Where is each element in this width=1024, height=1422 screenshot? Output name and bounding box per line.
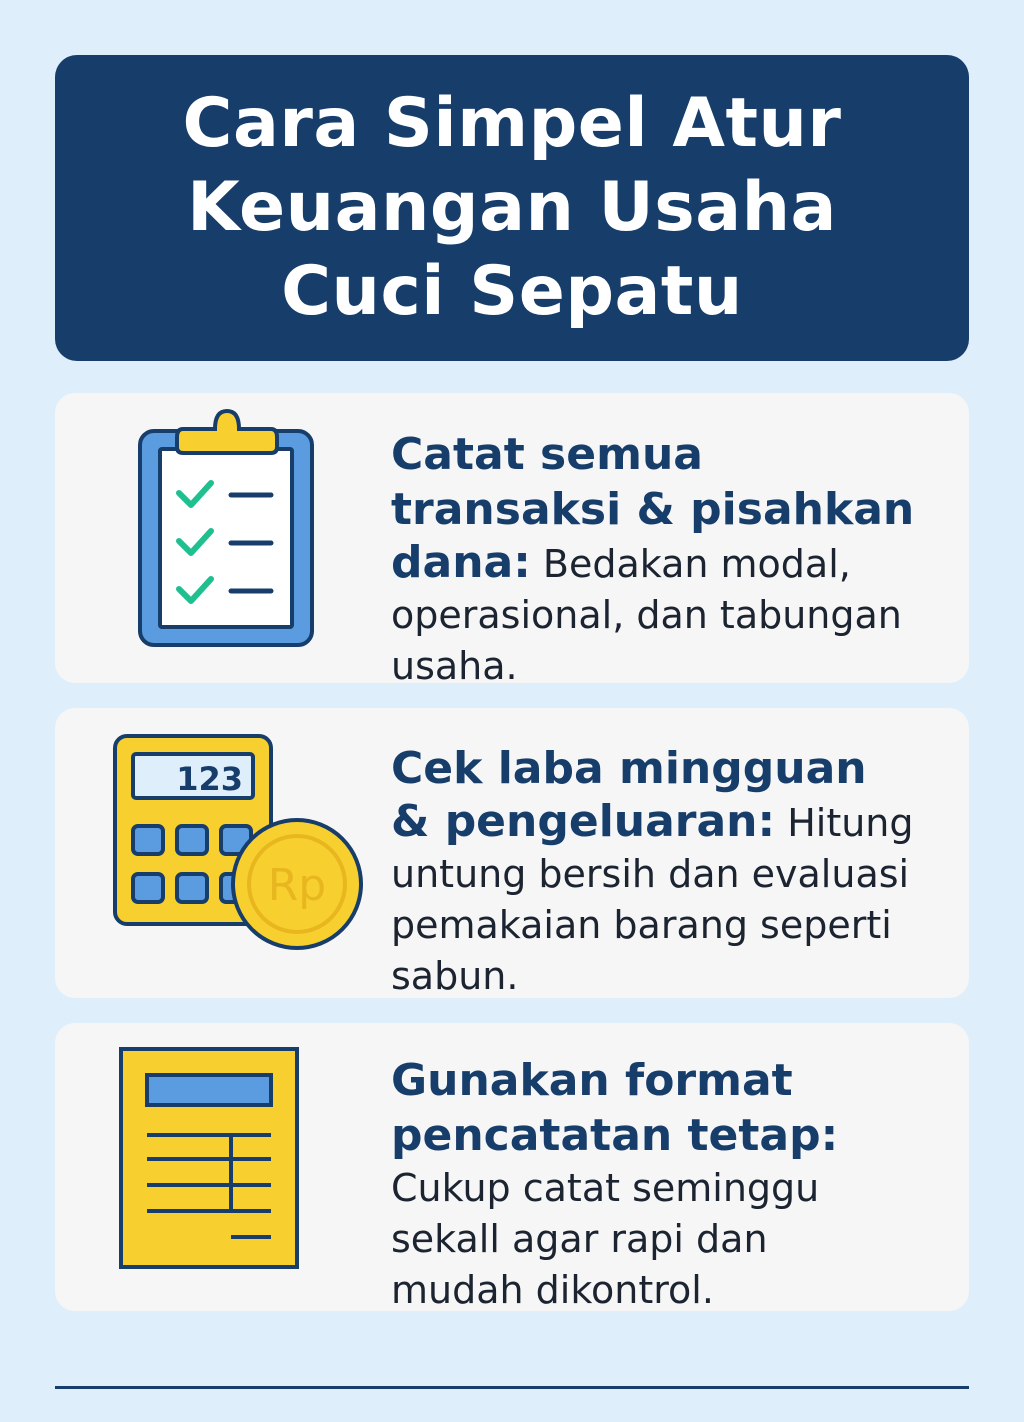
- ledger-document-icon: [117, 1045, 301, 1271]
- tip-2-desc-line-3: pemakaian barang seperti: [391, 903, 892, 947]
- tip-1-desc-line-3: usaha.: [391, 644, 518, 688]
- calculator-display: 123: [176, 760, 243, 798]
- tip-2-desc-inline: Hitung: [775, 801, 914, 845]
- calculator-coin-icon: [111, 732, 367, 954]
- title-line-3: Cuci Sepatu: [281, 252, 743, 331]
- coin-label: Rp: [267, 860, 327, 911]
- tip-text-3: [391, 1053, 941, 1316]
- tip-card-fixed-format: [55, 1023, 969, 1311]
- tip-3-desc-line-2: sekall agar rapi dan: [391, 1217, 768, 1261]
- tip-card-record-transactions: [55, 393, 969, 688]
- title-line-1: Cara Simpel Atur: [182, 84, 842, 163]
- tip-1-heading-line-2: transaksi & pisahkan: [391, 484, 915, 535]
- tip-card-weekly-profit: [55, 708, 969, 998]
- footer-divider: [55, 1386, 969, 1389]
- tip-1-desc-inline: Bedakan modal,: [530, 542, 851, 586]
- clipboard-checklist-icon: [135, 407, 317, 651]
- title-line-2: Keuangan Usaha: [187, 168, 837, 247]
- tip-2-desc-line-2: untung bersih dan evaluasi: [391, 852, 910, 896]
- title-banner: [55, 55, 969, 361]
- tip-1-desc-line-2: operasional, dan tabungan: [391, 593, 902, 637]
- tip-2-heading-line-1: Cek laba mingguan: [391, 743, 867, 794]
- tip-2-heading-line-2: & pengeluaran:: [391, 796, 776, 847]
- tip-text-2: [391, 741, 941, 1002]
- tip-3-heading-line-1: Gunakan format: [391, 1055, 793, 1106]
- tip-1-heading-line-3: dana:: [391, 537, 531, 588]
- tip-1-heading-line-1: Catat semua: [391, 429, 703, 480]
- tip-3-desc-line-1: Cukup catat seminggu: [391, 1166, 820, 1210]
- tip-text-1: [391, 427, 941, 692]
- tip-3-heading-line-2: pencatatan tetap:: [391, 1110, 839, 1161]
- tip-3-desc-line-3: mudah dikontrol.: [391, 1268, 714, 1312]
- tip-2-desc-line-4: sabun.: [391, 954, 519, 998]
